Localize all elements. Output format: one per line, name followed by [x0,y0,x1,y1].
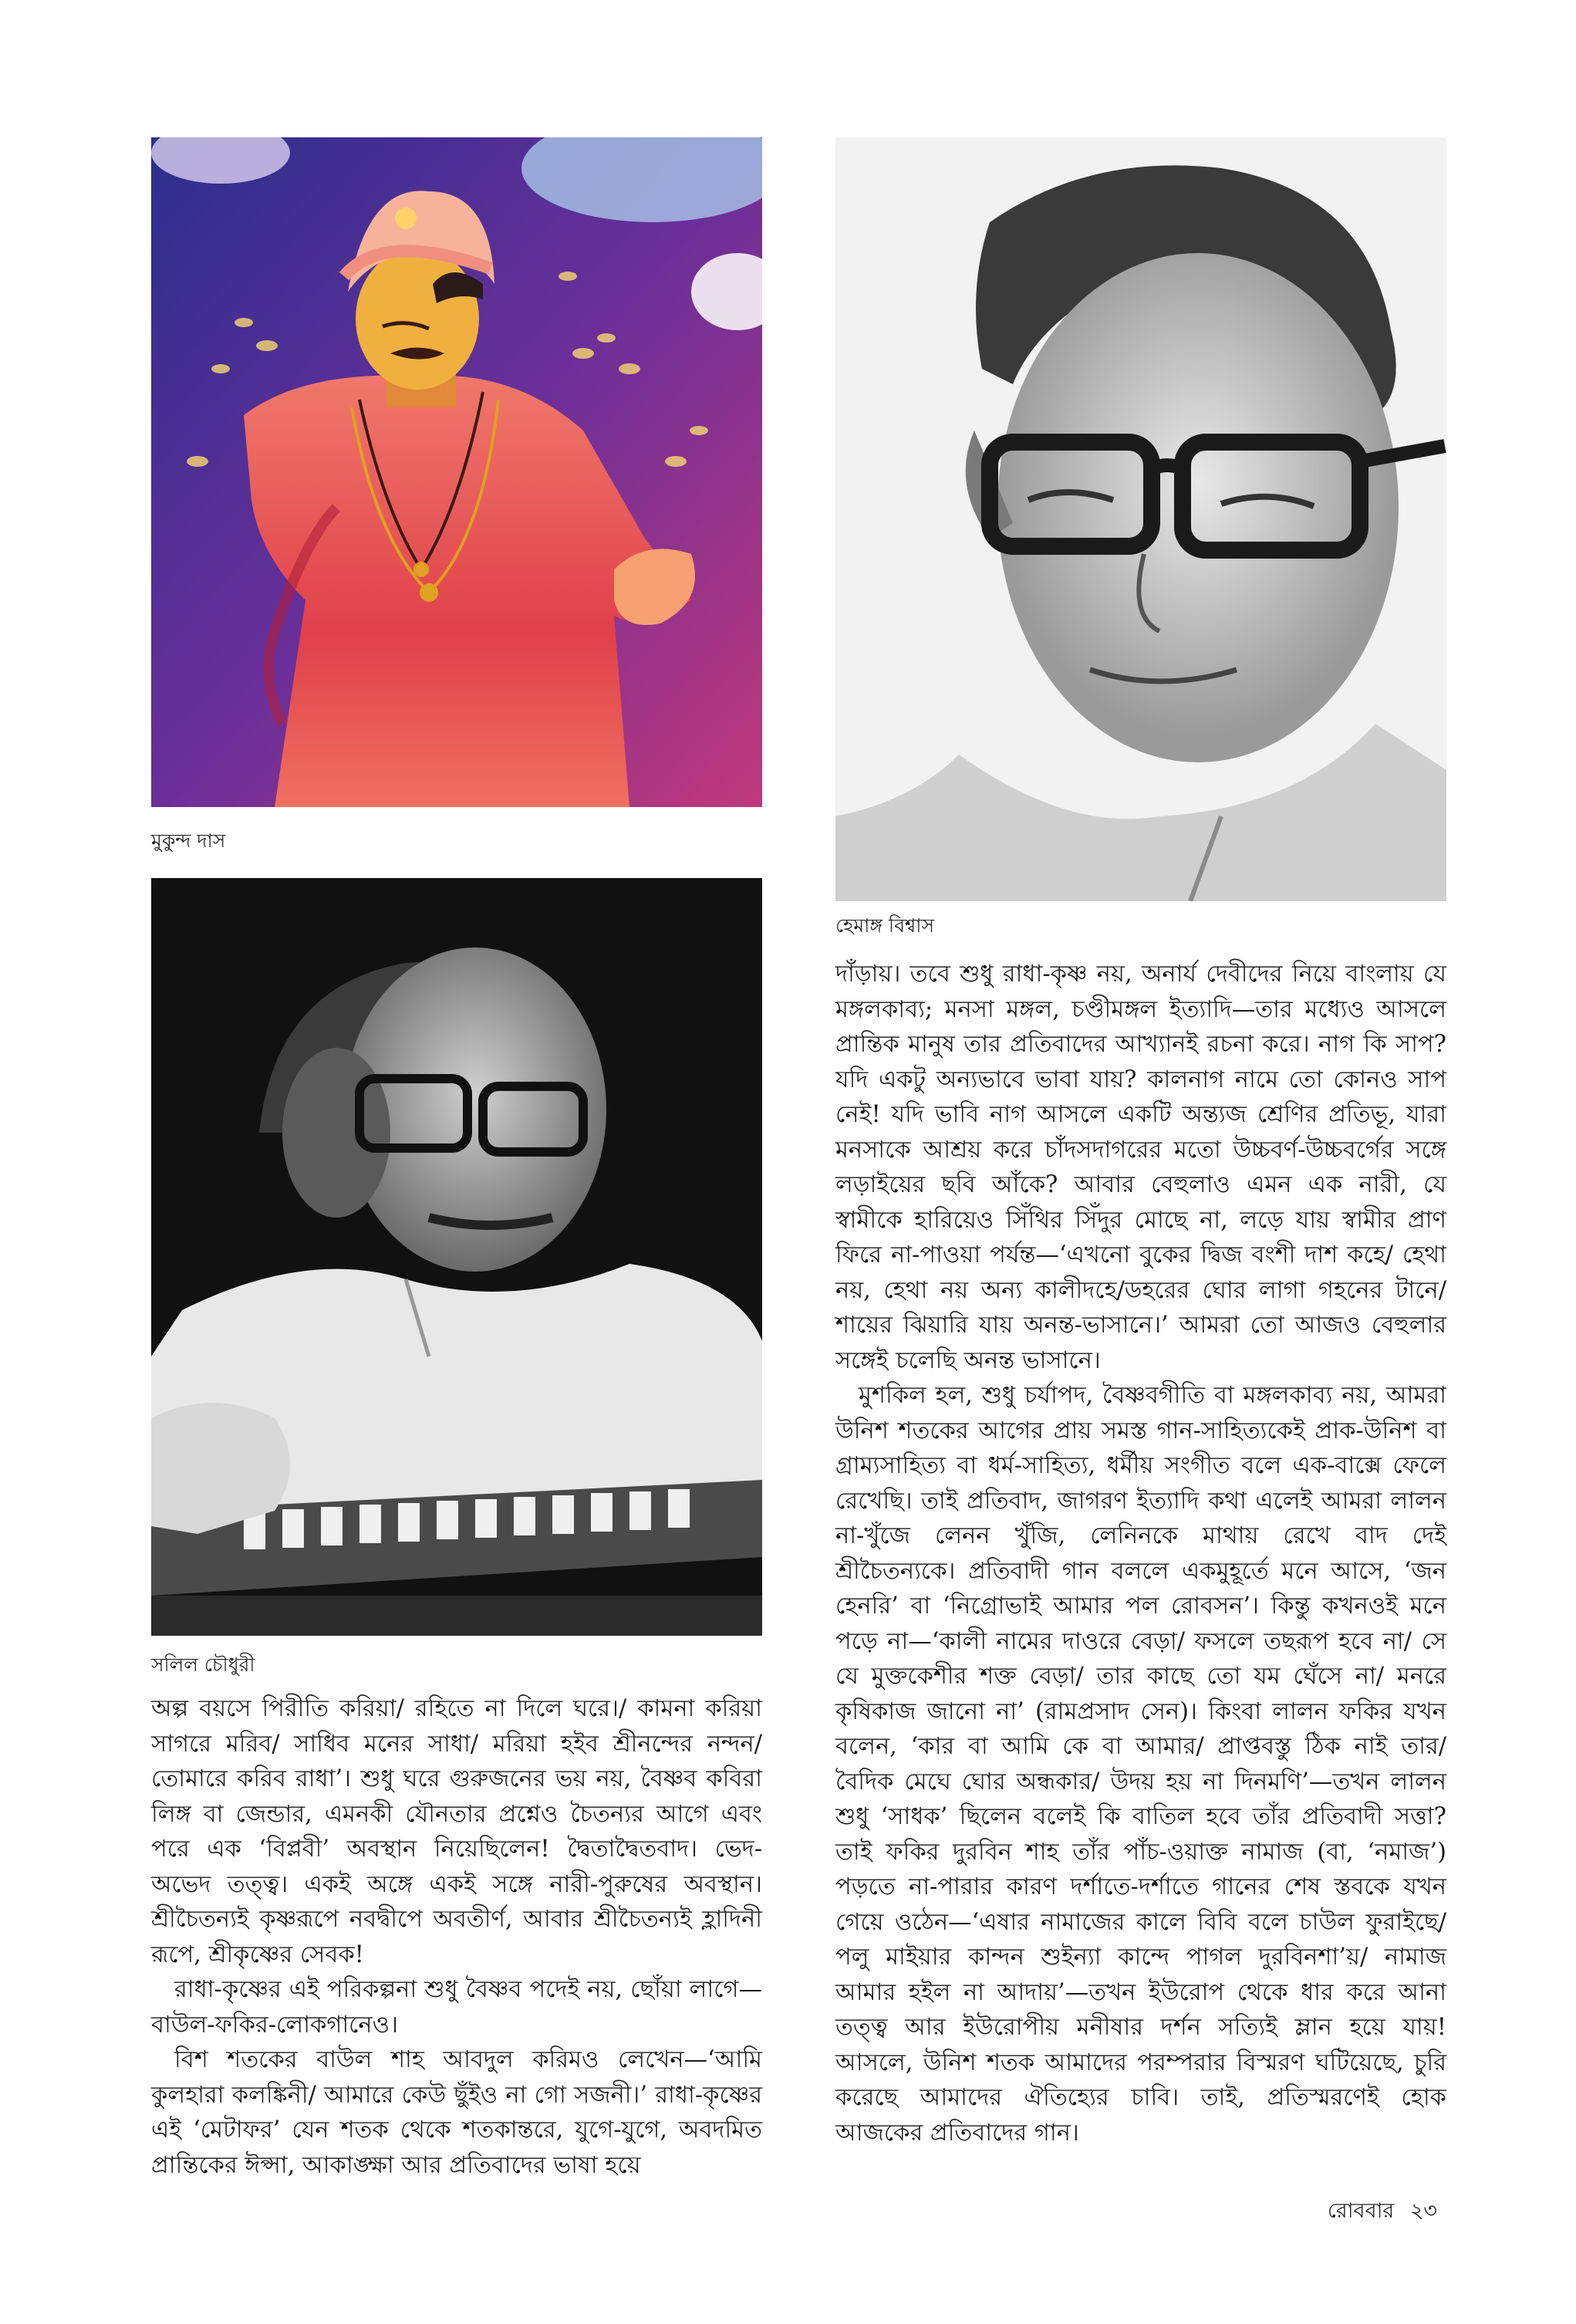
salil-chowdhury-photo [151,878,762,1636]
left-paragraph-2: রাধা-কৃষ্ণের এই পরিকল্পনা শুধু বৈষ্ণব পদেই নয়, ছোঁয়া লাগে—বাউল-ফকির-লোকগানেও। [151,1976,762,2039]
mukunda-das-painting [151,137,762,807]
left-text-column [151,1691,762,2183]
caption-mukunda-das: মুকুন্দ দাস [151,829,226,852]
hemanga-biswas-photo [835,137,1446,901]
caption-hemanga-biswas: হেমাঙ্গ বিশ্বাস [835,914,935,937]
left-paragraph-3: বিশ শতকের বাউল শাহ আবদুল করিমও লেখেন—‘আমি কুলহারা কলঙ্কিনী/ আমারে কেউ ছুঁইও না গো সজনী।’ রাধা-কৃষ্ণের এই ‘মেটাফর’ যেন শতক থেকে শতকান্তরে, যুগে-যুগে, অবদমিত প্রান্তিকের ঈপ্সা, আকাঙ্ক্ষা আর প্রতিবাদের ভাষা হয়ে [151,2046,762,2179]
page-footer [1328,2195,1437,2230]
magazine-name: রোববার [1327,2199,1395,2223]
right-paragraph-2: মুশকিল হল, শুধু চর্যাপদ, বৈষ্ণবগীতি বা মঙ্গলকাব্য নয়, আমরা উনিশ শতকের আগের প্রায় সমস্ত গান-সাহিত্যকেই প্রাক-উনিশ বা গ্রাম্যসাহিত্য বা ধর্ম-সাহিত্য, ধর্মীয় সংগীত বলে এক-বাক্সে ফেলে রেখেছি। তাই প্রতিবাদ, জাগরণ ইত্যাদি কথা এলেই আমরা লালন না-খুঁজে লেনন খুঁজি, লেনিনকে মাথায় রেখে বাদ দেই শ্রীচৈতন্যকে। প্রতিবাদী গান বললে একমুহূর্তে মনে আসে, ‘জন হেনরি’ বা ‘নিগ্রোভাই আমার পল রোবসন’। কিন্তু কখনওই মনে পড়ে না—‘কালী নামের দাওরে বেড়া/ ফসলে তছরূপ হবে না/ সে যে মুক্তকেশীর শক্ত বেড়া/ তার কাছে তো যম ঘেঁসে না/ মনরে কৃষিকাজ জানো না’ (রামপ্রসাদ সেন)। কিংবা লালন ফকির যখন বলেন, ‘কার বা আমি কে বা আমার/ প্রাপ্তবস্তু ঠিক নাই তার/ বৈদিক মেঘে ঘোর অন্ধকার/ উদয় হয় না দিনমণি’—তখন লালন শুধু ‘সাধক’ ছিলেন বলেই কি বাতিল হবে তাঁর প্রতিবাদী সত্তা? তাই ফকির দুরবিন শাহ তাঁর পাঁচ-ওয়াক্ত নামাজ (বা, ‘নমাজ’) পড়তে না-পারার কারণ দর্শাতে-দর্শাতে গানের শেষ স্তবকে যখন গেয়ে ওঠেন—‘এষার নামাজের কালে বিবি বলে চাউল ফুরাইছে/ পলু মাইয়ার কান্দন শুইন্যা কান্দে পাগল দুরবিনশা’য়/ নামাজ আমার হইল না আদায়’—তখন ইউরোপ থেকে ধার করে আনা তত্ত্ব আর ইউরোপীয় মনীষার দর্শন সত্যিই ম্লান হয়ে যায়! আসলে, উনিশ শতক আমাদের পরম্পরার বিস্মরণ ঘটিয়েছে, চুরি করেছে আমাদের ঐতিহ্যের চাবি। তাই, প্রতিস্মরণেই হোক আজকের প্রতিবাদের গান। [835,1382,1446,2147]
right-text-column [835,957,1446,2150]
page-number: ২৩ [1409,2199,1437,2223]
caption-salil-chowdhury: সলিল চৌধুরী [151,1653,255,1676]
left-paragraph-1: অল্প বয়সে পিরীতি করিয়া/ রহিতে না দিলে ঘরে।/ কামনা করিয়া সাগরে মরিব/ সাধিব মনের সাধা/ মরিয়া হইব শ্রীনন্দের নন্দন/ তোমারে করিব রাধা’। শুধু ঘরে গুরুজনের ভয় নয়, বৈষ্ণব কবিরা লিঙ্গ বা জেন্ডার, এমনকী যৌনতার প্রশ্নেও চৈতন্যর আগে এবং পরে এক ‘বিপ্লবী’ অবস্থান নিয়েছিলেন! দ্বৈতাদ্বৈতবাদ। ভেদ-অভেদ তত্ত্ব। একই অঙ্গে একই সঙ্গে নারী-পুরুষের অবস্থান। শ্রীচৈতন্যই কৃষ্ণরূপে নবদ্বীপে অবতীর্ণ, আবার শ্রীচৈতন্যই হ্লাদিনী রূপে, শ্রীকৃষ্ণের সেবক! [151,1695,762,1968]
right-paragraph-1: দাঁড়ায়। তবে শুধু রাধা-কৃষ্ণ নয়, অনার্য দেবীদের নিয়ে বাংলায় যে মঙ্গলকাব্য; মনসা মঙ্গল, চণ্ডীমঙ্গল ইত্যাদি—তার মধ্যেও আসলে প্রান্তিক মানুষ তার প্রতিবাদের আখ্যানই রচনা করে। নাগ কি সাপ? যদি একটু অন্যভাবে ভাবা যায়? কালনাগ নামে তো কোনও সাপ নেই! যদি ভাবি নাগ আসলে একটি অন্ত্যজ শ্রেণির প্রতিভূ, যারা মনসাকে আশ্রয় করে চাঁদসদাগরের মতো উচ্চবর্ণ-উচ্চবর্গের সঙ্গে লড়াইয়ের ছবি আঁকে? আবার বেহুলাও এমন এক নারী, যে স্বামীকে হারিয়েও সিঁথির সিঁদুর মোছে না, লড়ে যায় স্বামীর প্রাণ ফিরে না-পাওয়া পর্যন্ত—‘এখনো বুকের দ্বিজ বংশী দাশ কহে/ হেথা নয়, হেথা নয় অন্য কালীদহে/ডহরের ঘোর লাগা গহনের টানে/শায়ের ঝিয়ারি যায় অনন্ত-ভাসানে।’ আমরা তো আজও বেহুলার সঙ্গেই চলেছি অনন্ত ভাসানে। [835,961,1446,1374]
